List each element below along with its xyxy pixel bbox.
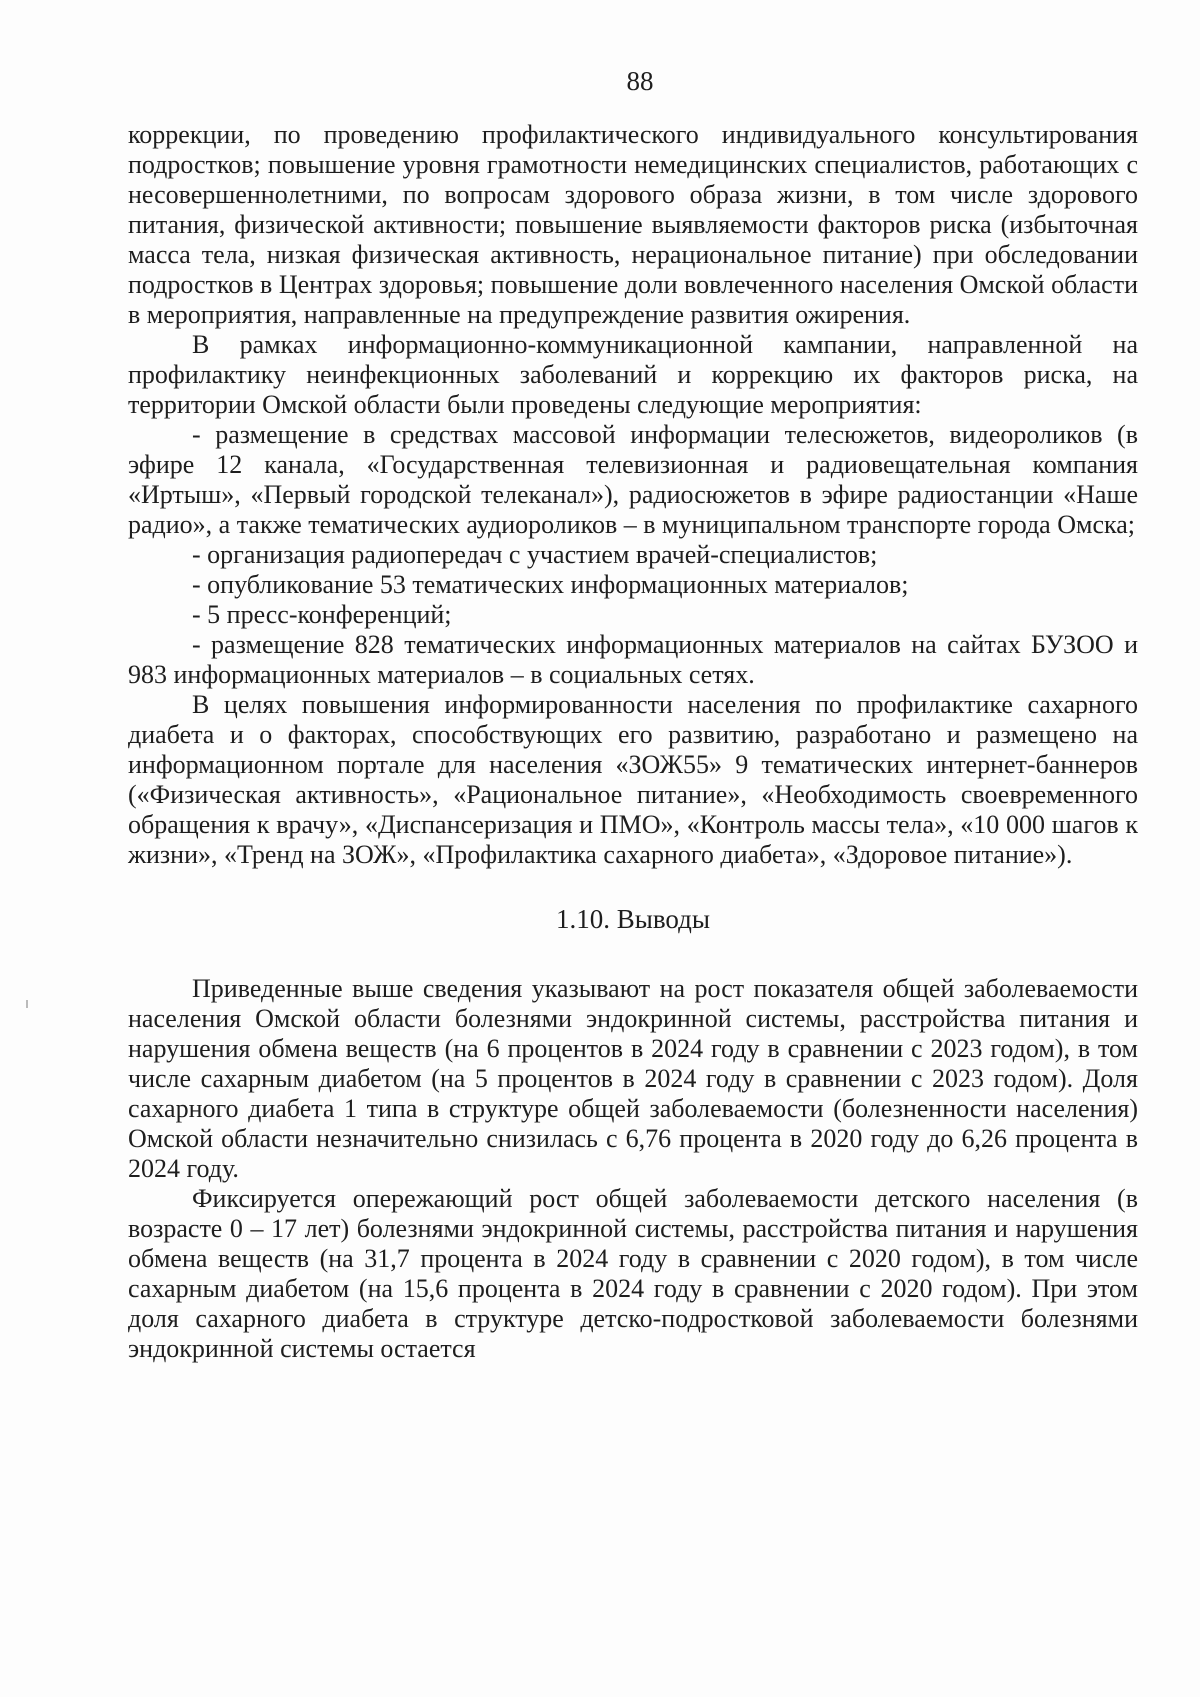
- list-item-publications: - опубликование 53 тематических информационных материалов;: [192, 570, 909, 599]
- paragraph-conclusions-children: Фиксируется опережающий рост общей заболеваемости детского населения (в возрасте 0 – 17 лет) болезнями эндокринной системы, расстройства питания и нарушения обмена веществ (на 31,7 процента в 2024 году в сравнении с 2020 годом), в том числе сахарным диабетом (на 15,6 процента в 2024 году в сравнении с 2020 годом). При этом доля сахарного диабета в структуре детско-подростковой заболеваемости болезнями эндокринной системы остается: [128, 1184, 1138, 1363]
- document-body: [128, 120, 1138, 1364]
- paragraph-continuation: коррекции, по проведению профилактического индивидуального консультирования подростков; повышение уровня грамотности немедицинских специалистов, работающих с несовершеннолетними, по вопросам здорового образа жизни, в том числе здорового питания, физической активности; повышение выявляемости факторов риска (избыточная масса тела, низкая физическая активность, нерациональное питание) при обследовании подростков в Центрах здоровья; повышение доли вовлеченного населения Омской области в мероприятия, направленные на предупреждение развития ожирения.: [128, 120, 1138, 329]
- section-heading: 1.10. Выводы: [555, 904, 711, 934]
- scan-mark: [26, 1000, 28, 1008]
- paragraph-diabetes-awareness: В целях повышения информированности населения по профилактике сахарного диабета и о факторах, способствующих его развитию, разработано и размещено на информационном портале для населения «ЗОЖ55» 9 тематических интернет-баннеров («Физическая активность», «Рациональное питание», «Необходимость своевременного обращения к врачу», «Диспансеризация и ПМО», «Контроль массы тела», «10 000 шагов к жизни», «Тренд на ЗОЖ», «Профилактика сахарного диабета», «Здоровое питание»).: [128, 690, 1138, 869]
- page-number: 88: [626, 66, 654, 96]
- paragraph-conclusions-general: Приведенные выше сведения указывают на рост показателя общей заболеваемости населения Омской области болезнями эндокринной системы, расстройства питания и нарушения обмена веществ (на 6 процентов в 2024 году в сравнении с 2023 годом), в том числе сахарным диабетом (на 5 процентов в 2024 году в сравнении с 2023 годом). Доля сахарного диабета 1 типа в структуре общей заболеваемости (болезненности населения) Омской области незначительно снизилась с 6,76 процента в 2020 году до 6,26 процента в 2024 году.: [128, 974, 1138, 1183]
- paragraph-campaign-intro: В рамках информационно-коммуникационной кампании, направленной на профилактику неинфекционных заболеваний и коррекцию их факторов риска, на территории Омской области были проведены следующие мероприятия:: [128, 330, 1138, 419]
- list-item-websites: - размещение 828 тематических информационных материалов на сайтах БУЗОО и 983 информационных материалов – в социальных сетях.: [128, 630, 1138, 689]
- list-item-radio: - организация радиопередач с участием врачей-специалистов;: [192, 540, 878, 569]
- list-item-press: - 5 пресс-конференций;: [192, 600, 452, 629]
- list-item-media: - размещение в средствах массовой информации телесюжетов, видеороликов (в эфире 12 канала, «Государственная телевизионная и радиовещательная компания «Иртыш», «Первый городской телеканал»), радиосюжетов в эфире радиостанции «Наше радио», а также тематических аудиороликов – в муниципальном транспорте города Омска;: [128, 420, 1138, 539]
